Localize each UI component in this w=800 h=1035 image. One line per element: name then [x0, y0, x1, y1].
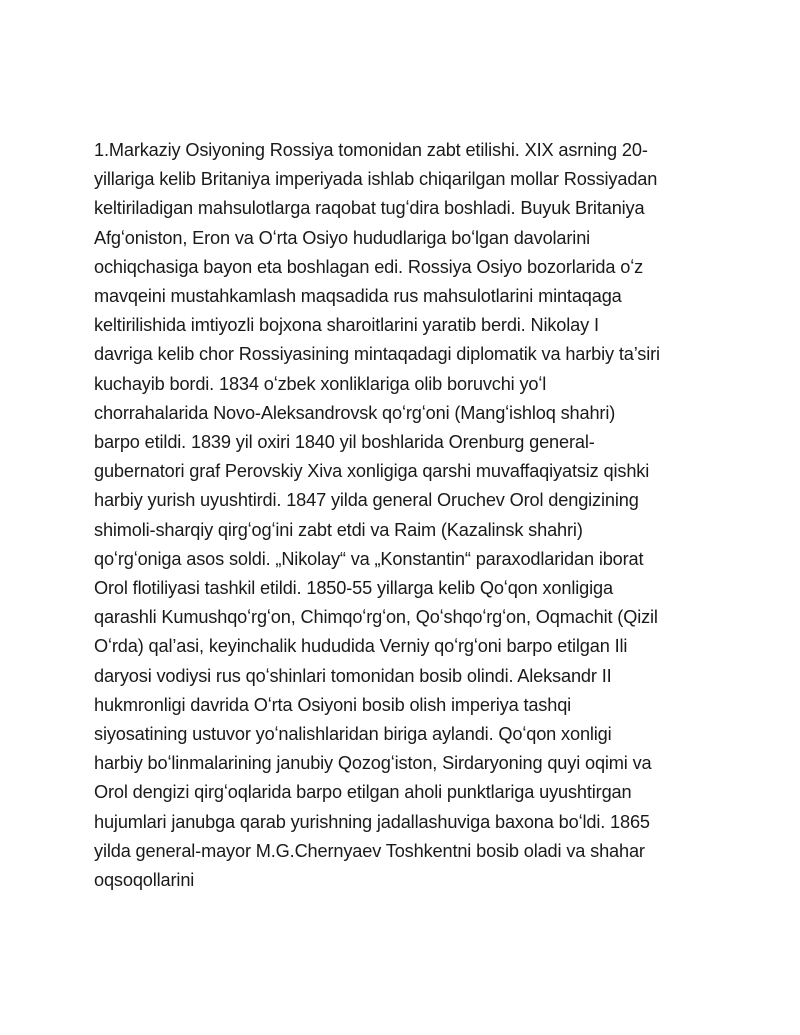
text-line: barpo etildi. 1839 yil oxiri 1840 yil boshlarida Orenburg general- [94, 432, 595, 453]
text-line: chorrahalarida Novo-Aleksandrovsk qoʻrgʻoni (Mangʻishloq shahri) [94, 402, 616, 423]
text-line: keltirilishida imtiyozli bojxona sharoitlarini yaratib berdi. Nikolay I [94, 315, 599, 336]
text-line: harbiy boʻlinmalarining janubiy Qozogʻiston, Sirdaryoning quyi oqimi va [94, 753, 652, 774]
text-line: shimoli-sharqiy qirgʻogʻini zabt etdi va Raim (Kazalinsk shahri) [94, 519, 583, 540]
text-line: ochiqchasiga bayon eta boshlagan edi. Rossiya Osiyo bozorlarida oʻz [94, 256, 644, 277]
text-line: Orol flotiliyasi tashkil etildi. 1850-55 yillarga kelib Qoʻqon xonligiga [94, 578, 613, 599]
text-line: qoʻrgʻoniga asos soldi. „Nikolay“ va „Konstantin“ paraxodlaridan iborat [94, 548, 644, 569]
text-line: hujumlari janubga qarab yurishning jadallashuviga baxona boʻldi. 1865 [94, 811, 650, 832]
text-line: keltiriladigan mahsulotlarga raqobat tugʻdira boshladi. Buyuk Britaniya [94, 198, 645, 219]
text-line: hukmronligi davrida Oʻrta Osiyoni bosib olish imperiya tashqi [94, 694, 572, 715]
text-line: harbiy yurish uyushtirdi. 1847 yilda general Oruchev Orol dengizining [94, 490, 639, 511]
text-line: kuchayib bordi. 1834 oʻzbek xonliklariga olib boruvchi yoʻl [94, 373, 547, 394]
text-line: Oʻrda) qal’asi, keyinchalik hududida Verniy qoʻrgʻoni barpo etilgan Ili [94, 636, 628, 657]
text-line: davriga kelib chor Rossiyasining mintaqadagi diplomatik va harbiy ta’siri [94, 344, 660, 365]
body-paragraph [94, 136, 694, 895]
text-line: oqsoqollarini [94, 870, 195, 891]
text-line: Orol dengizi qirgʻoqlarida barpo etilgan aholi punktlariga uyushtirgan [94, 782, 632, 803]
text-line: 1.Markaziy Osiyoning Rossiya tomonidan zabt etilishi. XIX asrning 20- [94, 140, 648, 160]
text-line: gubernatori graf Perovskiy Xiva xonligiga qarshi muvaffaqiyatsiz qishki [94, 461, 650, 482]
text-line: siyosatining ustuvor yoʻnalishlaridan biriga aylandi. Qoʻqon xonligi [94, 724, 612, 745]
text-line: yillariga kelib Britaniya imperiyada ishlab chiqarilgan mollar Rossiyadan [94, 169, 658, 190]
text-line: Afgʻoniston, Eron va Oʻrta Osiyo hududlariga boʻlgan davolarini [94, 227, 591, 248]
text-line: qarashli Kumushqoʻrgʻon, Chimqoʻrgʻon, Qoʻshqoʻrgʻon, Oqmachit (Qizil [94, 607, 658, 628]
text-line: yilda general-mayor M.G.Chernyaev Toshkentni bosib oladi va shahar [94, 840, 645, 861]
text-line: daryosi vodiysi rus qoʻshinlari tomonidan bosib olindi. Aleksandr II [94, 665, 612, 686]
text-line: mavqeini mustahkamlash maqsadida rus mahsulotlarini mintaqaga [94, 286, 622, 307]
